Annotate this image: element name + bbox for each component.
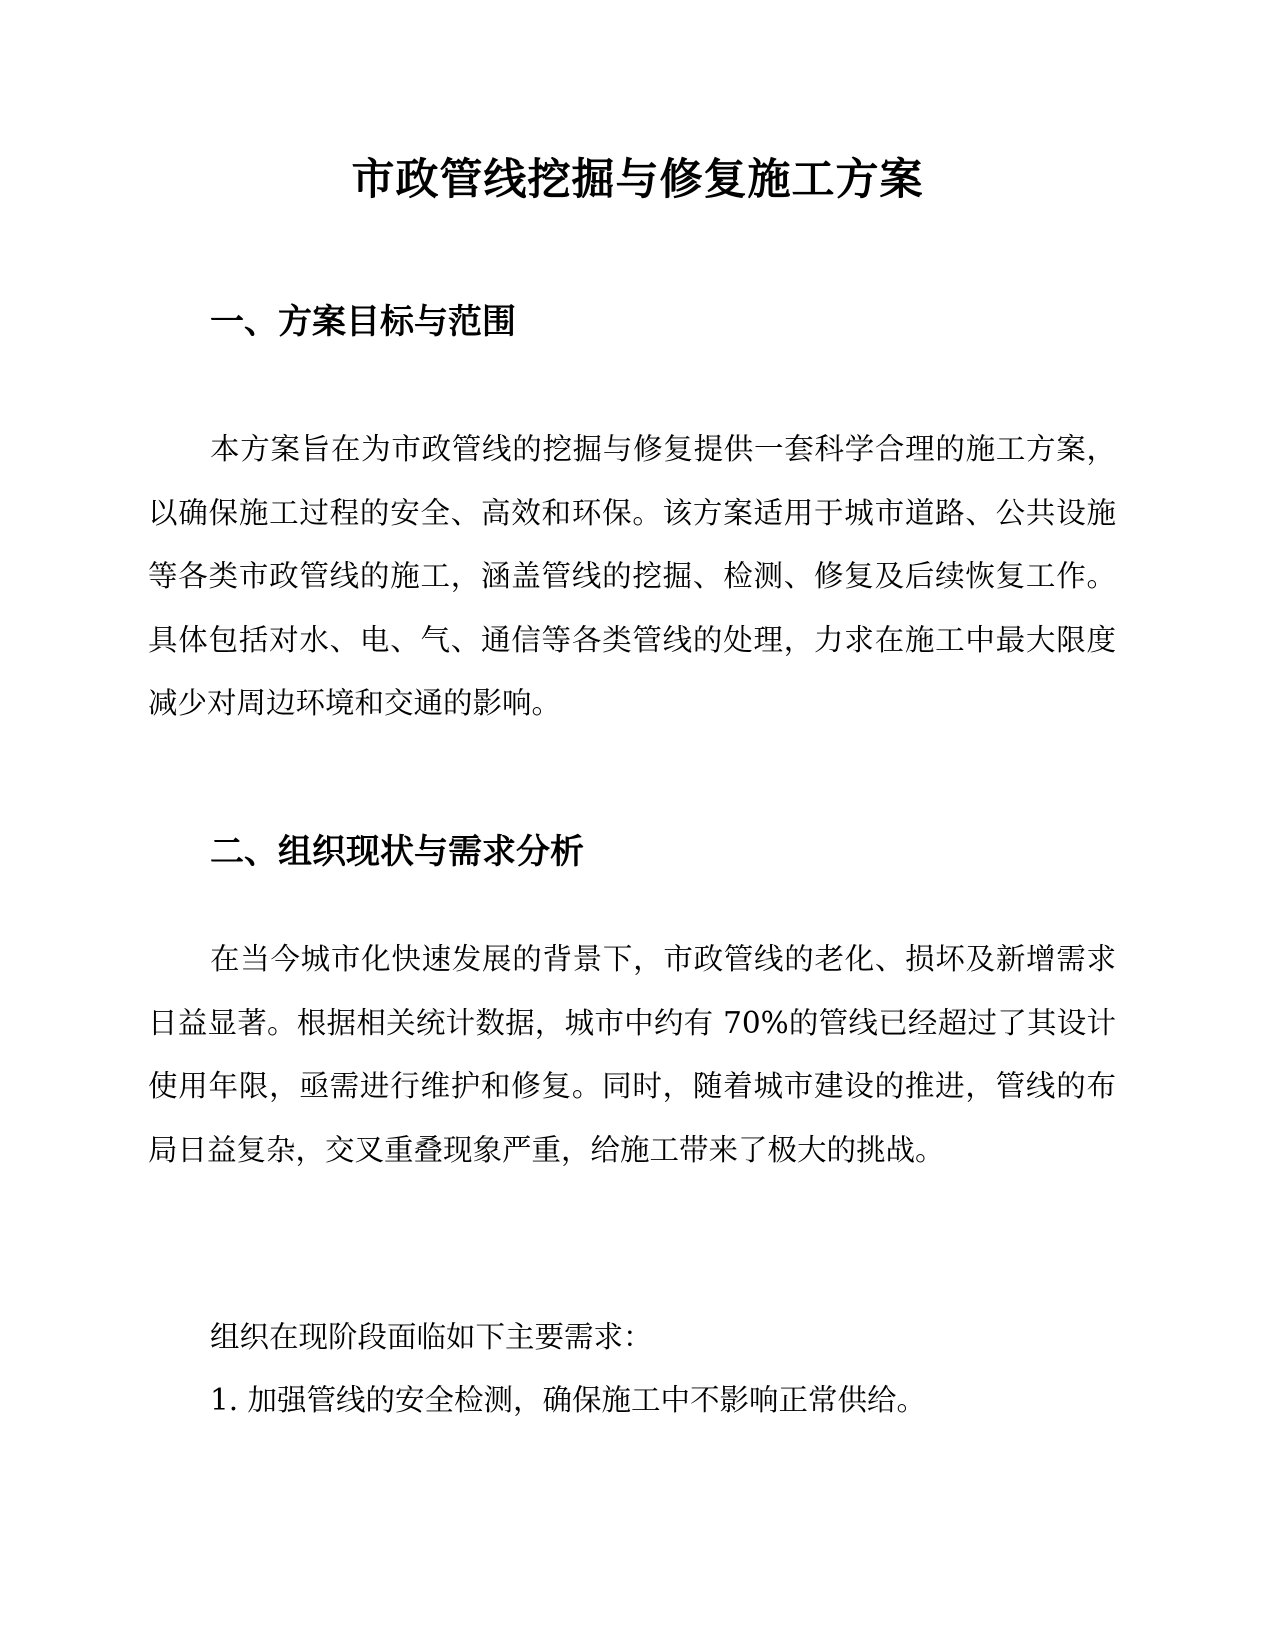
needs-list-item: 1. 加强管线的安全检测，确保施工中不影响正常供给。 [210, 1383, 927, 1417]
section-paragraph-goals-scope: 本方案旨在为市政管线的挖掘与修复提供一套科学合理的施工方案，以确保施工过程的安全、高效和环保。该方案适用于城市道路、公共设施等各类市政管线的施工，涵盖管线的挖掘、检测、修复及后续恢复工作。具体包括对水、电、气、通信等各类管线的处理，力求在施工中最大限度减少对周边环境和交通的影响。 [148, 432, 1116, 720]
section-paragraph-status-needs: 在当今城市化快速发展的背景下，市政管线的老化、损坏及新增需求日益显著。根据相关统计数据，城市中约有 70%的管线已经超过了其设计使用年限，亟需进行维护和修复。同时，随着城市建设的推进，管线的布局日益复杂，交叉重叠现象严重，给施工带来了极大的挑战。 [148, 942, 1116, 1167]
document-title: 市政管线挖掘与修复施工方案 [351, 155, 924, 205]
section-heading-status-needs: 二、组织现状与需求分析 [210, 832, 584, 872]
section-heading-goals-scope: 一、方案目标与范围 [210, 302, 516, 342]
needs-intro: 组织在现阶段面临如下主要需求： [210, 1320, 653, 1354]
